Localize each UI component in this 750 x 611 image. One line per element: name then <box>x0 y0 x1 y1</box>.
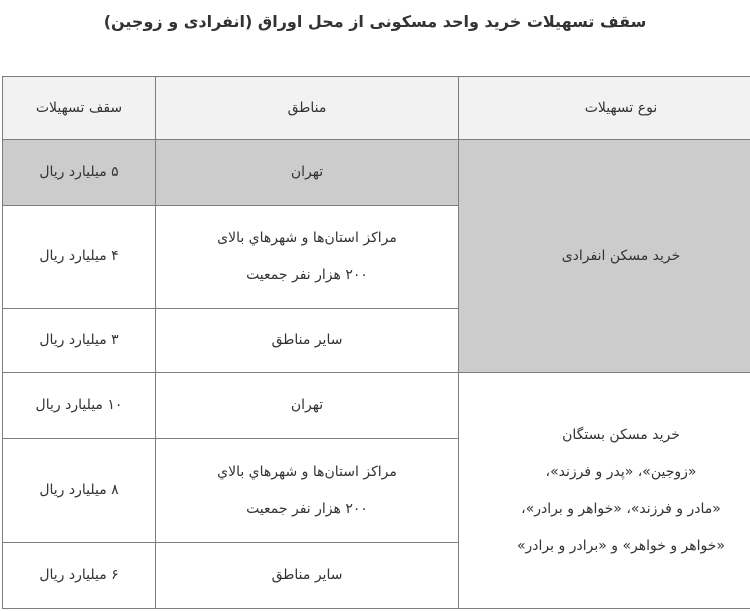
region-line: تهران <box>290 163 324 180</box>
limit-cell: ۱۰ میلیارد ریال <box>3 373 156 439</box>
facilities-table <box>2 76 750 609</box>
region-cell <box>156 140 459 206</box>
table-header-row <box>3 77 750 140</box>
table-row <box>3 373 750 439</box>
limit-cell: ۸ میلیارد ریال <box>3 439 156 543</box>
region-line: تهران <box>290 397 324 414</box>
region-cell <box>156 308 459 373</box>
type-cell-relatives <box>459 373 750 609</box>
region-cell <box>156 205 459 308</box>
region-line: مراکز استان‌ها و شهرهاي بالای <box>217 229 397 246</box>
type-line: «خواهر و خواهر» و «برادر و برادر» <box>516 537 726 554</box>
page-title: سقف تسهیلات خرید واحد مسکونی از محل اوراق (انفرادی و زوجین) <box>103 12 647 31</box>
type-line: «زوجین»، «پدر و فرزند»، <box>545 463 697 480</box>
region-line: ۲۰۰ هزار نفر جمعیت <box>246 266 368 283</box>
limit-cell: ۴ میلیارد ریال <box>3 205 156 308</box>
limit-cell: ۳ میلیارد ریال <box>3 308 156 373</box>
type-line: «مادر و فرزند»، «خواهر و برادر»، <box>521 500 721 517</box>
limit-cell: ۵ میلیارد ریال <box>3 140 156 206</box>
limit-cell: ۶ میلیارد ریال <box>3 542 156 608</box>
region-line: سایر مناطق <box>271 566 343 583</box>
header-type: نوع تسهیلات <box>459 77 750 140</box>
region-cell <box>156 373 459 439</box>
header-limit: سقف تسهیلات <box>3 77 156 140</box>
type-cell-individual <box>459 140 750 373</box>
region-line: مراکز استان‌ها و شهرهاي بالاي <box>217 463 397 480</box>
region-line: سایر مناطق <box>271 331 343 348</box>
table-row <box>3 140 750 206</box>
type-line: خرید مسکن انفرادی <box>561 247 681 264</box>
region-cell <box>156 542 459 608</box>
region-line: ۲۰۰ هزار نفر جمعیت <box>246 500 368 517</box>
region-cell <box>156 439 459 543</box>
header-region: مناطق <box>156 77 459 140</box>
type-line: خرید مسکن بستگان <box>562 426 680 443</box>
